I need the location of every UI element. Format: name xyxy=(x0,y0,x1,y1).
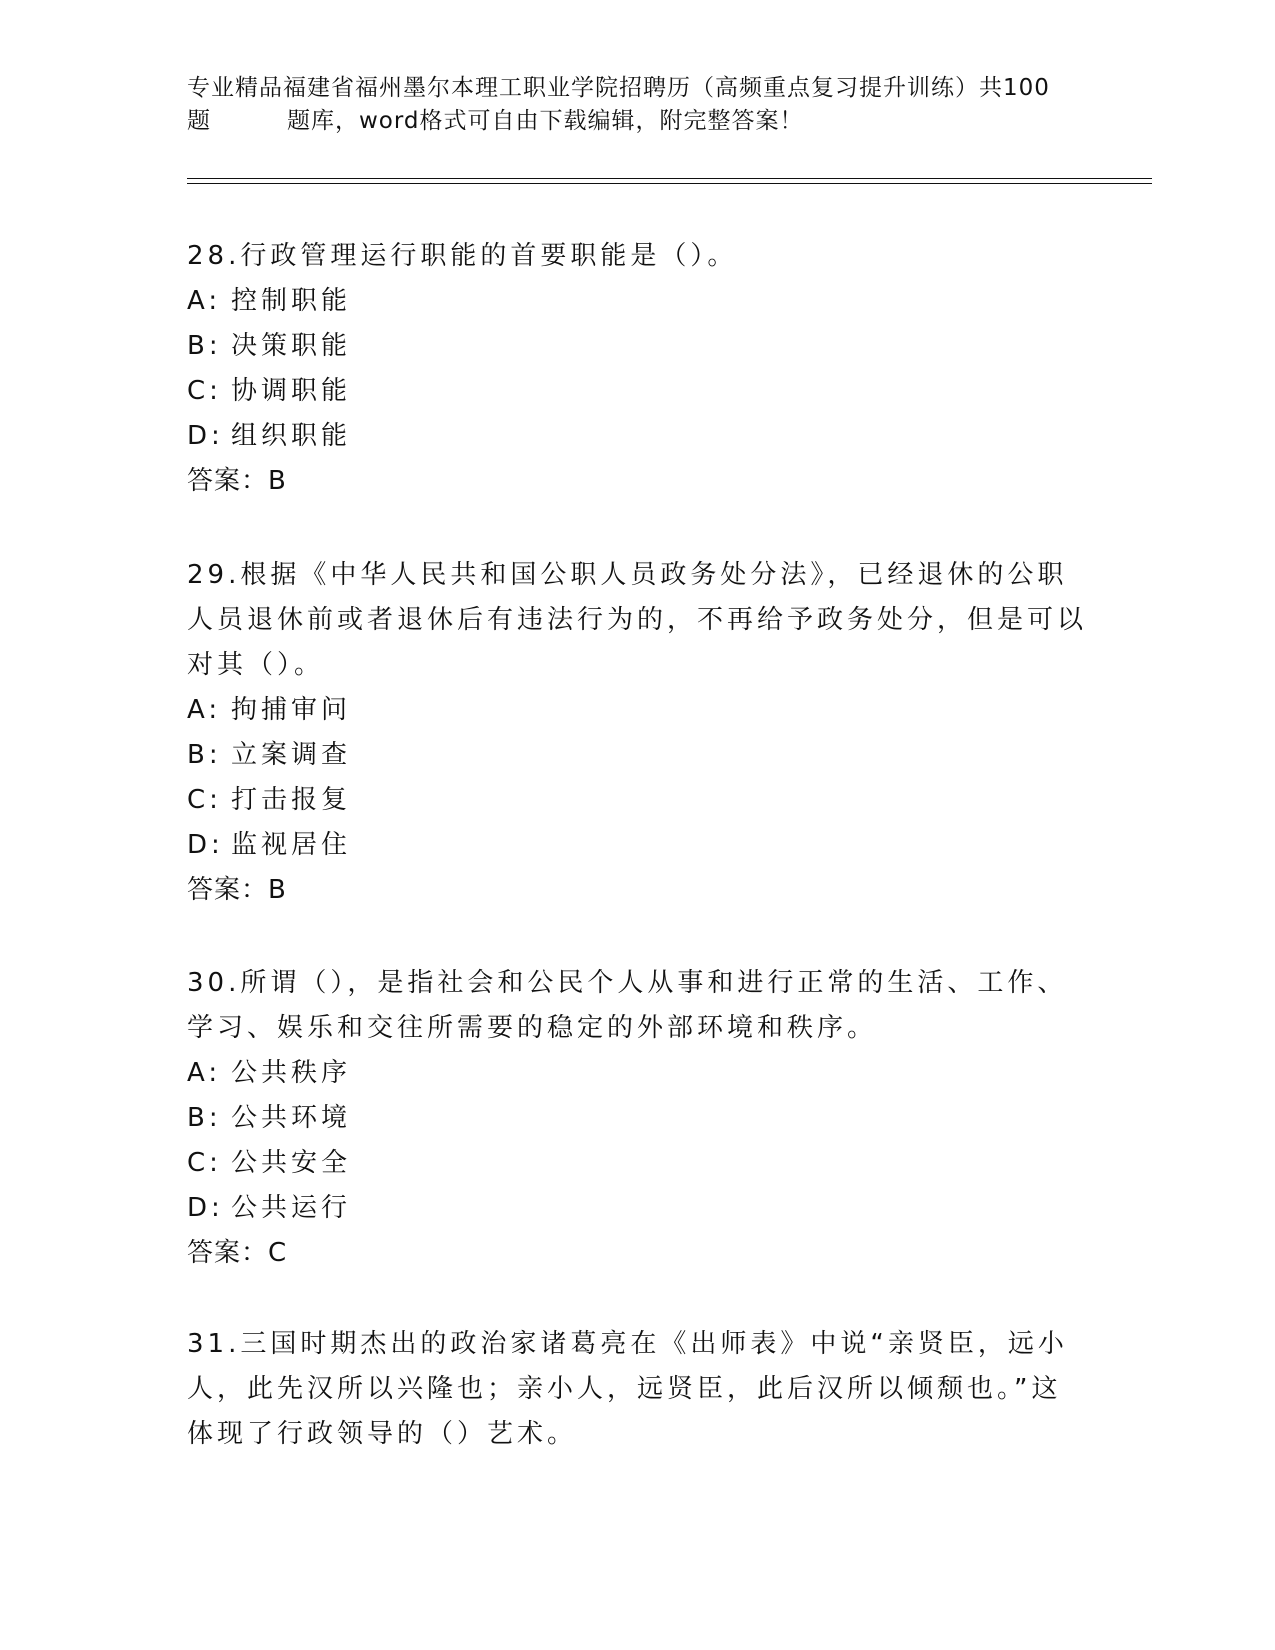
option-letter: C: xyxy=(187,1148,222,1178)
option-b xyxy=(187,733,1087,778)
header-line-2-text: 题库，word格式可自由下载编辑，附完整答案！ xyxy=(287,108,804,134)
option-d xyxy=(187,1186,1087,1231)
option-text: 公共秩序 xyxy=(231,1058,352,1088)
header-divider-bottom xyxy=(187,183,1152,184)
option-text: 拘捕审问 xyxy=(231,695,352,725)
option-letter: D: xyxy=(187,421,224,451)
option-text: 决策职能 xyxy=(231,331,352,361)
header-line-2 xyxy=(187,105,1087,138)
option-text: 监视居住 xyxy=(231,830,352,860)
option-c xyxy=(187,778,1087,823)
option-text: 公共安全 xyxy=(231,1148,352,1178)
option-letter: B: xyxy=(187,331,222,361)
option-letter: D: xyxy=(187,1193,224,1223)
question-stem: 29.根据《中华人民共和国公职人员政务处分法》，已经退休的公职人员退休前或者退休后有违法行为的，不再给予政务处分，但是可以对其（）。 xyxy=(187,560,1088,680)
question-stem: 31.三国时期杰出的政治家诸葛亮在《出师表》中说“亲贤臣，远小人，此先汉所以兴隆也；亲小人，远贤臣，此后汉所以倾颓也。”这体现了行政领导的（）艺术。 xyxy=(187,1329,1068,1449)
option-letter: A: xyxy=(187,695,222,725)
question-29 xyxy=(187,553,1087,913)
option-letter: B: xyxy=(187,1103,222,1133)
question-31 xyxy=(187,1322,1087,1457)
question-stem: 30.所谓（），是指社会和公民个人从事和进行正常的生活、工作、学习、娱乐和交往所需要的稳定的外部环境和秩序。 xyxy=(187,968,1068,1043)
option-letter: A: xyxy=(187,1058,222,1088)
option-text: 控制职能 xyxy=(231,286,352,316)
option-text: 公共运行 xyxy=(231,1193,352,1223)
header-divider-top xyxy=(187,178,1152,179)
option-letter: A: xyxy=(187,286,222,316)
header-line-2-prefix: 题 xyxy=(187,108,211,134)
document-header xyxy=(187,72,1087,138)
option-a xyxy=(187,279,1087,324)
option-b xyxy=(187,324,1087,369)
option-d xyxy=(187,414,1087,459)
option-text: 打击报复 xyxy=(231,785,352,815)
option-text: 立案调查 xyxy=(231,740,352,770)
option-letter: B: xyxy=(187,740,222,770)
option-letter: D: xyxy=(187,830,224,860)
option-a xyxy=(187,1051,1087,1096)
option-c xyxy=(187,1141,1087,1186)
answer-line: 答案：C xyxy=(187,1238,288,1268)
option-a xyxy=(187,688,1087,733)
option-text: 组织职能 xyxy=(231,421,352,451)
answer-line: 答案：B xyxy=(187,466,287,496)
option-b xyxy=(187,1096,1087,1141)
question-30 xyxy=(187,961,1087,1276)
option-text: 协调职能 xyxy=(231,376,352,406)
question-stem: 28.行政管理运行职能的首要职能是（）。 xyxy=(187,241,738,271)
header-line-1: 专业精品福建省福州墨尔本理工职业学院招聘历（高频重点复习提升训练）共100 xyxy=(187,75,1050,101)
question-28 xyxy=(187,234,1087,504)
option-letter: C: xyxy=(187,785,222,815)
answer-line: 答案：B xyxy=(187,875,287,905)
option-c xyxy=(187,369,1087,414)
option-letter: C: xyxy=(187,376,222,406)
option-d xyxy=(187,823,1087,868)
option-text: 公共环境 xyxy=(231,1103,352,1133)
